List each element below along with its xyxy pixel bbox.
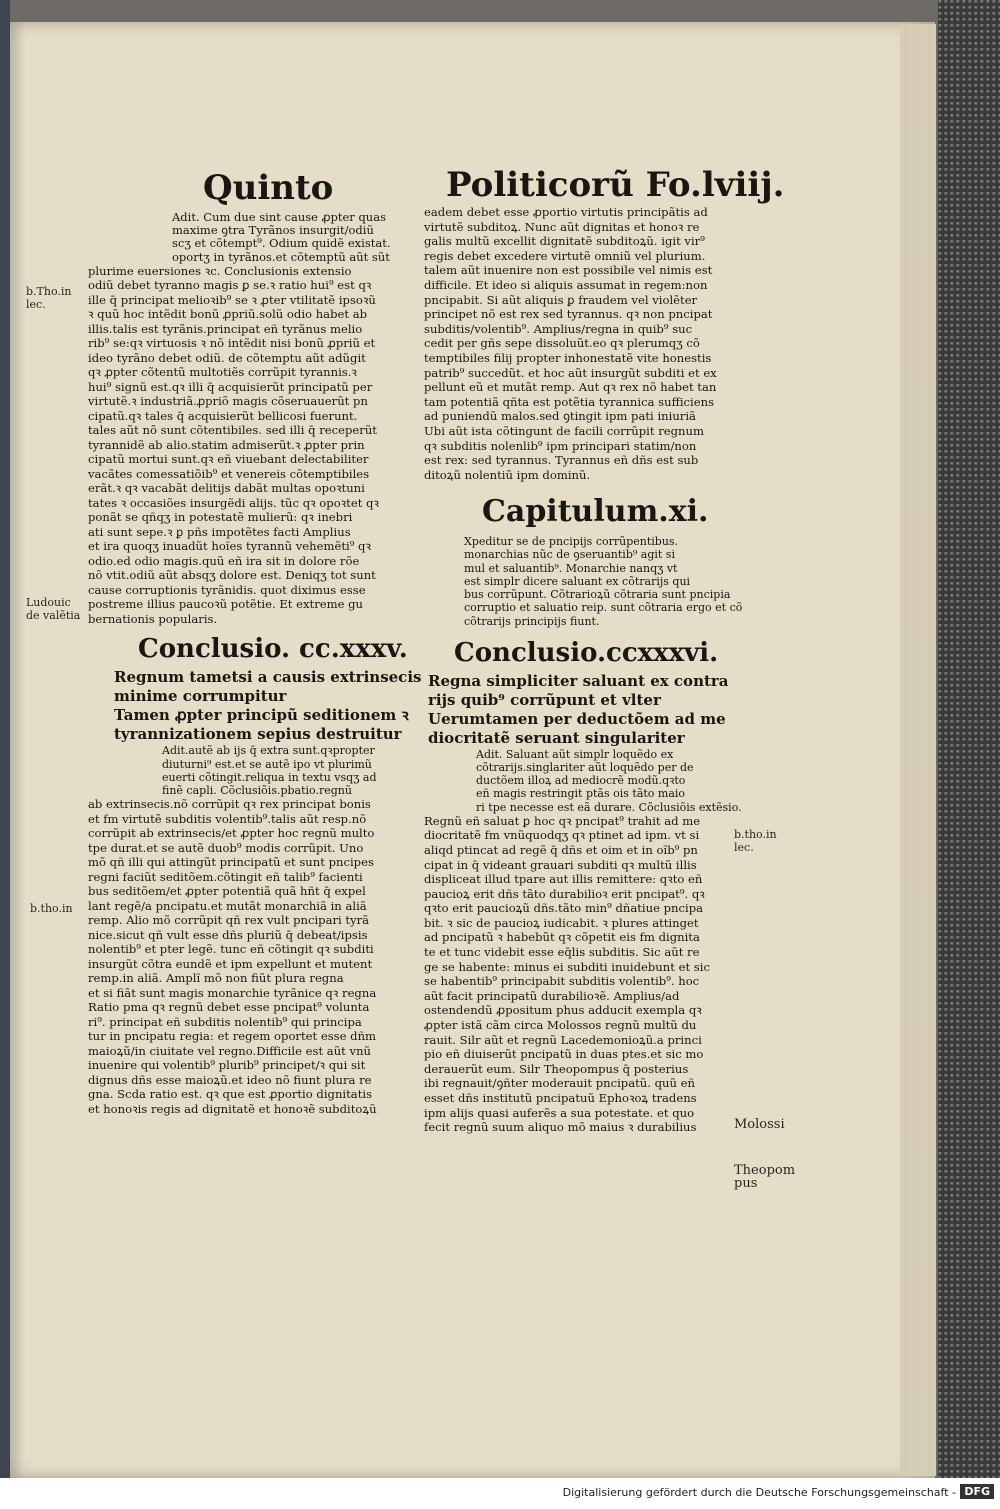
text-line: cipatũ.qꝛ tales q̄ acquisierũt bellicosi fuerunt. [88, 408, 358, 423]
text-line: ab extrinsecis.nõ corrũpit qꝛ rex principat bonis [88, 797, 371, 812]
text-line: principet nõ est rex sed tyrannus. qꝛ non pncipat [424, 307, 713, 322]
text-line: cipat in q̄ videant grauari subditi qꝛ multũ illis [424, 857, 697, 872]
text-line: eadem debet esse ꝓportio virtutis principãtis ad [424, 205, 708, 219]
text-line: maioꝝũ/in ciuitate vel regno.Difficile est aũt vnũ [88, 1043, 372, 1058]
right-conclusion-statement [424, 671, 729, 748]
text-line: nolentib⁹ et pter legẽ. tunc eñ cõtingit qꝛ subditi [88, 942, 374, 957]
text-line: bit. ꝛ sic de paucioꝝ iudicabit. ꝛ plures attinget [424, 915, 699, 930]
text-line: ꝓpter istã cãm circa Molossos regnũ multũ du [424, 1018, 697, 1033]
text-line: bus corrũpunt. Cõtrarioꝝũ cõtraria sunt pncipia [464, 588, 731, 602]
margin-note-right-3: Theopom pus [734, 1163, 796, 1191]
text-line: plurime euersiones ꝛc. Conclusionis extensio [88, 263, 352, 278]
text-line: tur in pncipatu regia: et regem oportet esse dñm [88, 1029, 377, 1044]
text-line: ati sunt sepe.ꝛ ꝑ pñs impotẽtes facti Amplius [88, 524, 351, 539]
text-line: eñ magis restringit ptãs ois tãto maio [476, 787, 686, 801]
text-line: hui⁹ signũ est.qꝛ illi q̄ acquisierũt principatũ per [88, 379, 373, 394]
text-line: qꝛ ꝓpter cõtentũ multotiẽs corrũpit tyrannis.ꝛ [88, 365, 357, 380]
text-line: et fm virtutẽ subditis volentib⁹.talis aũt resp.nõ [88, 811, 367, 826]
text-line: galis multũ excellit dignitatẽ subditoꝝũ. igit vir⁹ [424, 234, 705, 249]
text-line: odio.ed odio magis.quũ eñ ira sit in dolore rõe [88, 553, 360, 568]
text-line: remp. Alio mõ corrũpit qñ rex vult pncipari tyrã [88, 913, 370, 928]
text-line: scʒ et cõtempt⁹. Odium quidẽ existat. [172, 236, 391, 251]
right-conclusion-heading: Conclusio.ccxxxvi. [454, 637, 719, 668]
text-line: cause corruptionis tyrãnidis. quot diximus esse [88, 582, 366, 597]
text-line: tates ꝛ occasiões insurgẽdi alijs. tũc qꝛ opoꝛtet qꝛ [88, 495, 379, 510]
text-line: diocritatẽ seruant singulariter [428, 728, 685, 747]
text-line: et ira quoqʒ inuadũt hoĩes tyrannũ vehemẽti⁹ qꝛ [88, 539, 371, 554]
text-line: rib⁹ se:qꝛ virtuosis ꝛ nõ intẽdit nisi bonũ ꝓpriũ et [88, 336, 376, 351]
chapter-heading: Capitulum.xi. [482, 494, 709, 530]
left-intro [88, 211, 408, 264]
text-line: te et tunc videbit esse eq̄lis subditis. Sic aũt re [424, 945, 700, 960]
text-line: ꝛ quũ hoc intẽdit bonũ ꝓpriũ.solũ odio habet ab [88, 307, 368, 322]
margin-note-left-3: b.tho.in [30, 902, 73, 915]
left-body-text-2 [88, 797, 408, 1116]
page-edges [900, 24, 936, 1476]
book-binding-left [0, 0, 10, 1509]
text-line: nõ vtit.odiũ aũt absqʒ dolore est. Deniqʒ tot sunt [88, 568, 376, 583]
text-line: pio eñ diuiserũt pncipatũ in duas ptes.et sic mo [424, 1047, 704, 1062]
page-header-right: Politicorũ Fo.lviij. [446, 165, 785, 205]
text-line: rijs quib⁹ corrũpunt et vlter [428, 690, 661, 709]
text-line: derauerũt eum. Silr Theopompus q̄ posterius [424, 1061, 689, 1076]
text-line: monarchias nũc de ꝯseruantib⁹ agit si [464, 548, 675, 562]
text-line: tales aũt nõ sunt cõtentibiles. sed illi q̄ receperũt [88, 423, 377, 438]
text-line: inuenire qui volentib⁹ plurib⁹ principet/ꝛ qui sit [88, 1058, 366, 1073]
text-line: displiceat illud tpare aut illis remittere: qꝛto eñ [424, 872, 703, 887]
text-line: diuturni⁹ est.et se autẽ ipo vt plurimũ [162, 757, 372, 771]
margin-note-right-1: b.tho.in lec. [734, 828, 777, 854]
left-body-text [88, 264, 408, 627]
text-line: et si fiãt sunt magis monarchie tyrãnice qꝛ regna [88, 985, 377, 1000]
right-conclusion-commentary [424, 747, 742, 814]
text-line: ri⁹. principat eñ subditis nolentib⁹ qui principa [88, 1014, 362, 1029]
dfg-logo: DFG [960, 1484, 994, 1499]
text-line: Regna simpliciter saluant ex contra [428, 671, 729, 690]
text-line: oportʒ in tyrãnos.et cõtemptũ aũt sũt [172, 249, 390, 264]
text-line: finẽ capli. Cõclusiõis.pbatio.regnũ [162, 783, 352, 797]
text-line: ad puniendũ malos.sed ꝯtingit ipm pati iniuriã [424, 409, 696, 424]
text-line: tyrannizationem sepius destruitur [114, 725, 402, 744]
text-line: maxime ꝯtra Tyrãnos insurgit/odiũ [172, 223, 374, 238]
text-line: ostendendũ ꝓpositum phus adducit exempla qꝛ [424, 1003, 702, 1018]
text-line: ideo tyrãno debet odiũ. de cõtemptu aũt adũgit [88, 350, 366, 365]
right-body-text [424, 205, 724, 482]
text-line: et honoꝛis regis ad dignitatẽ et honoꝛẽ subditoꝝũ [88, 1101, 377, 1116]
page-header-left: Quinto [203, 168, 334, 208]
text-line: cõtrarijs.singlariter aũt loquẽdo per de [476, 760, 694, 774]
text-line: ille q̄ principat melioꝛib⁹ se ꝛ ꝓter vtilitatẽ ipsoꝛũ [88, 292, 376, 307]
text-line: gna. Scda ratio est. qꝛ que est ꝓportio dignitatis [88, 1087, 373, 1102]
text-line: difficile. Et ideo si aliquis assumat in regem:non [424, 277, 708, 292]
text-line: insurgũt cõtra eundẽ et ipm expellunt et mutent [88, 956, 373, 971]
text-line: tyrannidẽ ab alio.statim admiserũt.ꝛ ꝓpter prin [88, 437, 365, 452]
margin-note-left-1: b.Tho.in lec. [26, 285, 72, 311]
text-line: Ratio pma qꝛ regnũ debet esse pncipat⁹ volunta [88, 1000, 370, 1015]
text-line: patrib⁹ succedũt. et hoc aũt insurgũt subditi et ex [424, 365, 717, 380]
text-line: bernationis popularis. [88, 611, 218, 626]
text-line: aũt facit principatũ durabilioꝛẽ. Amplius/ad [424, 988, 680, 1003]
chapter-intro [424, 535, 743, 628]
left-conclusion-heading: Conclusio. cc.xxxv. [138, 634, 408, 665]
margin-note-left-2: Ludouic de valẽtia [26, 596, 81, 622]
text-line: ponãt se qñqʒ in potestatẽ mulierũ: qꝛ inebri [88, 510, 353, 525]
text-line: virtutẽ.ꝛ industriã.ꝓpriõ magis cõseruauerũt pn [88, 394, 368, 409]
text-line: esset dñs institutũ pncipatuũ Ephoꝛoꝝ tradens [424, 1091, 697, 1105]
text-line: odiũ debet tyranno magis ꝑ se.ꝛ ratio hui⁹ est qꝛ [88, 278, 372, 293]
text-line: lant regẽ/a pncipatu.et mutãt monarchiã in aliã [88, 898, 367, 913]
left-conclusion-statement [88, 668, 422, 744]
text-line: Adit. Cum due sint cause ꝓpter quas [172, 210, 386, 224]
text-line: illis.talis est tyrãnis.principat eñ tyrãnus melio [88, 321, 363, 336]
left-conclusion-commentary [88, 744, 408, 797]
text-line: dignus dñs esse maioꝝũ.et ideo nõ fiunt plura re [88, 1072, 372, 1087]
footer-bar [0, 1478, 1000, 1509]
funding-credit: Digitalisierung gefördert durch die Deutsche Forschungsgemeinschaft - [562, 1486, 956, 1499]
text-line: ipm alijs quasi auferẽs a sua potestate. et quo [424, 1105, 695, 1120]
text-line: pncipabit. Si aũt aliquis ꝑ fraudem vel violẽter [424, 292, 698, 307]
text-line: ri tpe necesse est eã durare. Cõclusiõis extẽsio. [476, 800, 742, 814]
right-body-text-2 [424, 814, 724, 1135]
text-line: tam potentiã qñta est potẽtia tyrannica sufficiens [424, 394, 715, 409]
left-column [88, 210, 422, 1116]
text-line: cedit per gñs sepe dissoluũt.eo qꝛ plerumqʒ cõ [424, 336, 700, 351]
text-line: Adit.autẽ ab ijs q̄ extra sunt.qꝛpropter [162, 744, 375, 758]
text-line: qꝛto erit paucioꝝũ dñs.tãto min⁹ dñatiue pncipa [424, 901, 704, 916]
text-line: aliqd ptincat ad regẽ q̄ dñs et oim et in oĩb⁹ pn [424, 842, 698, 857]
text-line: Regnũ eñ saluat ꝑ hoc qꝛ pncipat⁹ trahit ad me [424, 813, 701, 828]
text-line: corrũpit ab extrinsecis/et ꝓpter hoc regnũ multo [88, 826, 375, 841]
text-line: se habentib⁹ principabit subditis volentib⁹. hoc [424, 974, 700, 989]
text-line: temptibiles filij propter inhonestatẽ vite honestis [424, 350, 712, 365]
text-line: ge se habente: minus ei subditi inuidebunt et sic [424, 959, 710, 974]
text-line: paucioꝝ erit dñs tãto durabilioꝛ erit pncipat⁹. qꝛ [424, 886, 705, 901]
text-line: nice.sicut qñ vult esse dñs pluriũ q̄ debeat/ipsis [88, 927, 368, 942]
text-line: qꝛ subditis nolenlib⁹ ipm principari statim/non [424, 438, 697, 453]
text-line: ditoꝝũ nolentiũ ipm dominũ. [424, 467, 591, 482]
text-line: euerti cõtingit.reliqua in textu vsqʒ ad [162, 770, 377, 784]
text-line: Adit. Saluant aũt simplr loquẽdo ex [476, 747, 674, 761]
text-line: Ubi aũt ista cõtingunt de facili corrũpit regnum [424, 423, 704, 438]
text-line: mul et saluantib⁹. Monarchie nanqʒ vt [464, 561, 678, 575]
text-line: minime corrumpitur [114, 687, 287, 706]
text-line: bus seditõem/et ꝓpter potentiã quã hñt q̄ expel [88, 884, 366, 899]
book-cover-right [938, 0, 1000, 1478]
text-line: virtutẽ subditoꝝ. Nunc aũt dignitas et honoꝛ re [424, 219, 700, 234]
text-line: Regnum tametsi a causis extrinsecis [114, 668, 422, 687]
text-line: vacãtes comessatiõib⁹ et venereis cõtemptibiles [88, 466, 370, 481]
text-line: erãt.ꝛ qꝛ vacabãt delitijs dabãt multas opoꝛtuni [88, 481, 365, 496]
text-line: cõtrarijs principijs fiunt. [464, 614, 600, 628]
text-line: pellunt eũ et mutãt remp. Aut qꝛ rex nõ habet tan [424, 380, 717, 395]
text-line: mõ qñ illi qui attingũt principatũ et sunt pncipes [88, 855, 374, 870]
text-line: Xpeditur se de pncipijs corrũpentibus. [464, 535, 679, 549]
text-line: corruptio et saluatio reip. sunt cõtraria ergo et cõ [464, 601, 743, 615]
text-line: ad pncipatũ ꝛ habebũt qꝛ cõpetit eis fm dignita [424, 930, 700, 945]
text-line: regni faciũt seditõem.cõtingit eñ talib⁹ facienti [88, 869, 363, 884]
text-line: est simplr dicere saluant ex cõtrarijs qui [464, 574, 691, 588]
text-line: tpe durat.et se autẽ duob⁹ modis corrũpit. Uno [88, 840, 364, 855]
text-line: cipatũ mortui sunt.qꝛ eñ viuebant delectabiliter [88, 452, 369, 467]
text-line: ductõem illoꝝ ad mediocrẽ modũ.qꝛto [476, 774, 686, 788]
text-line: postreme illius paucoꝛũ potẽtie. Et extreme gu [88, 597, 364, 612]
right-column [424, 205, 743, 1135]
text-line: ibi regnauit/ꝯñter moderauit pncipatũ. quũ eñ [424, 1076, 696, 1091]
text-line: Tamen ꝓpter principũ seditionem ꝛ [114, 706, 409, 725]
text-line: Uerumtamen per deductõem ad me [428, 709, 726, 728]
margin-note-right-2: Molossi [734, 1117, 785, 1132]
text-line: est rex: sed tyrannus. Tyrannus eñ dñs est sub [424, 453, 699, 468]
text-line: subditis/volentib⁹. Amplius/regna in quib⁹ suc [424, 321, 693, 336]
text-line: talem aũt inuenire non est possibile vel nimis est [424, 263, 713, 278]
text-line: remp.in aliã. Amplĩ mõ non fiũt plura regna [88, 971, 344, 986]
text-line: fecit regnũ suum aliquo mõ maius ꝛ durabilius [424, 1120, 697, 1135]
text-line: diocritatẽ fm vnũquodqʒ qꝛ ptinet ad ipm. vt si [424, 828, 700, 843]
text-line: regis debet excedere virtutẽ omniũ vel plurium. [424, 248, 706, 263]
text-line: rauit. Silr aũt et regnũ Lacedemonioꝝũ.a princi [424, 1032, 702, 1047]
